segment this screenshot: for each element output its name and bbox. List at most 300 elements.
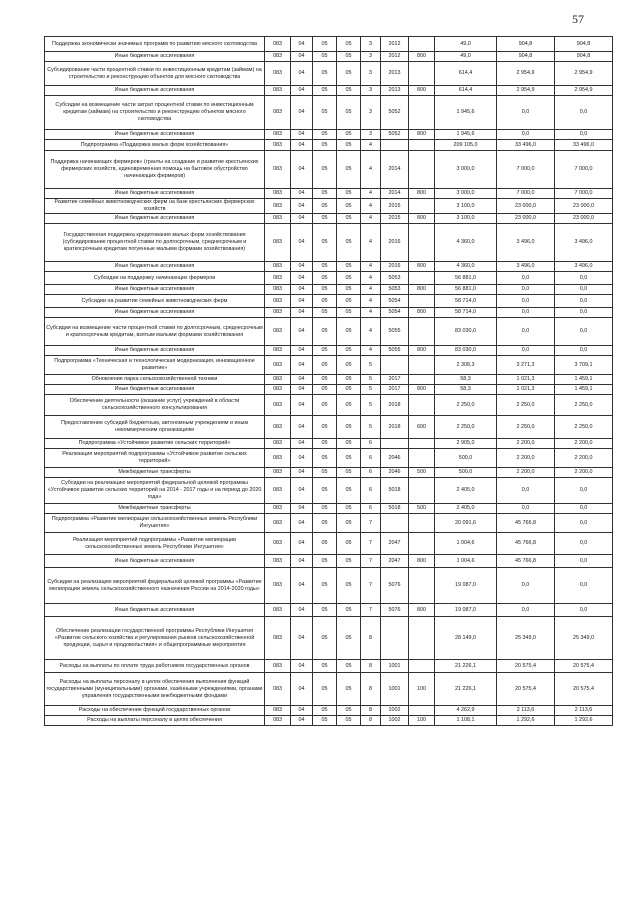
amount-cell: 3 496,0 [555, 262, 613, 272]
code-cell: 05 [313, 555, 337, 568]
code-cell: 04 [291, 439, 313, 449]
code-cell: 100 [409, 673, 435, 706]
code-cell: 083 [265, 416, 291, 439]
code-cell: 04 [291, 86, 313, 96]
code-cell: 05 [337, 199, 361, 214]
code-cell: 04 [291, 62, 313, 86]
code-cell: 4 [361, 285, 381, 295]
amount-cell: 2 905,0 [435, 439, 497, 449]
code-cell: 05 [313, 224, 337, 262]
amount-cell: 25 349,0 [555, 617, 613, 660]
amount-cell: 45 766,8 [497, 555, 555, 568]
amount-cell: 1 021,3 [497, 375, 555, 385]
amount-cell: 7 000,0 [497, 151, 555, 189]
code-cell: 2046 [381, 468, 409, 478]
table-row [45, 555, 613, 568]
code-cell: 05 [313, 140, 337, 151]
amount-cell: 21 226,1 [435, 673, 497, 706]
row-name-cell: Подпрограмма «Техническая и технологическая модернизация, инновационное развитие» [45, 356, 265, 375]
code-cell: 05 [337, 604, 361, 617]
code-cell: 6 [361, 468, 381, 478]
amount-cell: 904,8 [497, 37, 555, 52]
code-cell: 05 [337, 478, 361, 504]
code-cell: 04 [291, 272, 313, 285]
code-cell: 04 [291, 52, 313, 62]
code-cell: 083 [265, 272, 291, 285]
table-row [45, 214, 613, 224]
table-row [45, 478, 613, 504]
code-cell: 1002 [381, 706, 409, 716]
table-row [45, 37, 613, 52]
amount-cell: 614,4 [435, 62, 497, 86]
amount-cell: 1 459,1 [555, 385, 613, 395]
code-cell: 05 [313, 439, 337, 449]
table-row [45, 52, 613, 62]
code-cell: 2013 [381, 86, 409, 96]
code-cell: 4 [361, 272, 381, 285]
row-name-cell: Межбюджетные трансферты [45, 468, 265, 478]
code-cell: 04 [291, 356, 313, 375]
code-cell: 800 [409, 346, 435, 356]
code-cell: 4 [361, 318, 381, 346]
amount-cell: 209 105,0 [435, 140, 497, 151]
table-row [45, 504, 613, 514]
code-cell: 800 [409, 308, 435, 318]
code-cell: 6 [361, 504, 381, 514]
code-cell: 04 [291, 673, 313, 706]
row-name-cell: Субсидирование части процентной ставки по инвестиционным кредитам (займам) на строительство и реконструкцию объектов для мясного скотоводства [45, 62, 265, 86]
amount-cell: 4 360,0 [435, 224, 497, 262]
table-row [45, 514, 613, 533]
table-row [45, 62, 613, 86]
amount-cell: 20 575,4 [497, 660, 555, 673]
code-cell: 04 [291, 375, 313, 385]
row-name-cell: Обеспечение реализации государственной программы Республики Ингушетия «Развитие сельского хозяйства и регулирования рынков сельскохозяйственной продукции, сырья и продовольствия» и общепрограммные мероприятия [45, 617, 265, 660]
amount-cell: 0,0 [555, 96, 613, 130]
code-cell: 05 [337, 130, 361, 140]
code-cell: 04 [291, 224, 313, 262]
code-cell: 7 [361, 514, 381, 533]
row-name-cell: Предоставление субсидий бюджетным, автономным учреждениям и иным некоммерческим организациям [45, 416, 265, 439]
code-cell: 2047 [381, 533, 409, 555]
code-cell: 8 [361, 716, 381, 726]
table-row [45, 660, 613, 673]
amount-cell: 1 004,6 [435, 555, 497, 568]
amount-cell: 19 087,0 [435, 604, 497, 617]
amount-cell: 0,0 [555, 130, 613, 140]
row-name-cell: Иные бюджетные ассигнования [45, 308, 265, 318]
code-cell: 6 [361, 478, 381, 504]
code-cell: 3 [361, 96, 381, 130]
amount-cell: 0,0 [555, 555, 613, 568]
code-cell: 04 [291, 416, 313, 439]
code-cell: 05 [337, 514, 361, 533]
table-row [45, 533, 613, 555]
code-cell: 800 [409, 262, 435, 272]
code-cell [381, 140, 409, 151]
amount-cell: 1 292,6 [497, 716, 555, 726]
amount-cell: 0,0 [497, 604, 555, 617]
table-row [45, 130, 613, 140]
amount-cell: 1 292,6 [555, 716, 613, 726]
amount-cell: 2 113,6 [497, 706, 555, 716]
code-cell: 2047 [381, 555, 409, 568]
code-cell: 083 [265, 439, 291, 449]
code-cell: 05 [337, 224, 361, 262]
code-cell: 05 [337, 504, 361, 514]
code-cell: 05 [337, 262, 361, 272]
code-cell: 500 [409, 468, 435, 478]
row-name-cell: Расходы на выплаты по оплате труда работников государственных органов [45, 660, 265, 673]
code-cell: 05 [313, 308, 337, 318]
table-row [45, 449, 613, 468]
amount-cell: 2 405,0 [435, 478, 497, 504]
code-cell: 05 [313, 346, 337, 356]
code-cell: 05 [313, 285, 337, 295]
row-name-cell: Иные бюджетные ассигнования [45, 285, 265, 295]
code-cell: 05 [313, 318, 337, 346]
row-name-cell: Иные бюджетные ассигнования [45, 214, 265, 224]
code-cell: 083 [265, 568, 291, 604]
code-cell: 05 [313, 604, 337, 617]
budget-table [44, 36, 613, 726]
code-cell: 5 [361, 356, 381, 375]
code-cell: 05 [313, 262, 337, 272]
amount-cell: 500,0 [435, 449, 497, 468]
table-row [45, 262, 613, 272]
table-row [45, 189, 613, 199]
amount-cell: 28 149,0 [435, 617, 497, 660]
amount-cell: 20 091,6 [435, 514, 497, 533]
code-cell: 04 [291, 151, 313, 189]
code-cell: 04 [291, 478, 313, 504]
amount-cell: 0,0 [497, 318, 555, 346]
code-cell: 083 [265, 214, 291, 224]
code-cell: 3 [361, 130, 381, 140]
amount-cell: 0,0 [555, 514, 613, 533]
code-cell: 083 [265, 706, 291, 716]
code-cell: 05 [313, 356, 337, 375]
code-cell: 5 [361, 416, 381, 439]
amount-cell: 0,0 [497, 346, 555, 356]
code-cell: 2015 [381, 199, 409, 214]
code-cell [409, 199, 435, 214]
amount-cell: 0,0 [555, 346, 613, 356]
code-cell: 05 [337, 272, 361, 285]
code-cell: 04 [291, 660, 313, 673]
code-cell: 800 [409, 285, 435, 295]
table-row [45, 318, 613, 346]
amount-cell: 0,0 [555, 318, 613, 346]
code-cell: 04 [291, 533, 313, 555]
amount-cell: 1 021,3 [497, 385, 555, 395]
code-cell: 8 [361, 617, 381, 660]
code-cell: 05 [337, 37, 361, 52]
code-cell: 083 [265, 37, 291, 52]
code-cell [409, 318, 435, 346]
code-cell: 8 [361, 706, 381, 716]
code-cell: 04 [291, 395, 313, 416]
code-cell: 05 [313, 37, 337, 52]
table-row [45, 96, 613, 130]
amount-cell: 3 496,0 [497, 224, 555, 262]
row-name-cell: Иные бюджетные ассигнования [45, 130, 265, 140]
code-cell [381, 514, 409, 533]
code-cell: 04 [291, 617, 313, 660]
amount-cell: 0,0 [555, 478, 613, 504]
code-cell: 083 [265, 468, 291, 478]
amount-cell: 0,0 [497, 272, 555, 285]
amount-cell: 0,0 [497, 308, 555, 318]
amount-cell: 3 100,0 [435, 199, 497, 214]
table-row [45, 285, 613, 295]
amount-cell: 0,0 [555, 272, 613, 285]
code-cell [409, 62, 435, 86]
code-cell: 5076 [381, 568, 409, 604]
code-cell [409, 568, 435, 604]
code-cell [409, 96, 435, 130]
row-name-cell: Поддержка экономически значимых программ по развитию мясного скотоводства [45, 37, 265, 52]
code-cell: 3 [361, 52, 381, 62]
amount-cell: 20 575,4 [497, 673, 555, 706]
code-cell: 04 [291, 346, 313, 356]
code-cell: 05 [313, 673, 337, 706]
code-cell: 04 [291, 130, 313, 140]
amount-cell: 0,0 [497, 568, 555, 604]
table-row [45, 385, 613, 395]
code-cell: 3 [361, 62, 381, 86]
amount-cell: 2 308,3 [435, 356, 497, 375]
code-cell: 05 [337, 346, 361, 356]
amount-cell: 2 200,0 [555, 449, 613, 468]
amount-cell: 0,0 [497, 130, 555, 140]
code-cell: 4 [361, 199, 381, 214]
code-cell [409, 37, 435, 52]
code-cell [409, 533, 435, 555]
code-cell: 05 [313, 478, 337, 504]
table-row [45, 468, 613, 478]
code-cell: 05 [313, 416, 337, 439]
code-cell: 4 [361, 224, 381, 262]
code-cell: 2017 [381, 375, 409, 385]
code-cell: 05 [313, 504, 337, 514]
amount-cell: 23 000,0 [497, 214, 555, 224]
code-cell: 05 [313, 272, 337, 285]
code-cell: 083 [265, 375, 291, 385]
code-cell: 7 [361, 555, 381, 568]
table-row [45, 295, 613, 308]
amount-cell: 1 004,6 [435, 533, 497, 555]
amount-cell: 2 200,0 [497, 468, 555, 478]
code-cell [409, 356, 435, 375]
amount-cell: 0,0 [555, 533, 613, 555]
row-name-cell: Расходы на выплаты персоналу в целях обеспечения [45, 716, 265, 726]
row-name-cell: Субсидии на возмещение части затрат процентной ставки по инвестиционным кредитам (займам) на строительство и реконструкцию объектов мясного скотоводства [45, 96, 265, 130]
code-cell: 05 [313, 514, 337, 533]
amount-cell: 3 000,0 [435, 151, 497, 189]
code-cell: 05 [313, 716, 337, 726]
code-cell: 05 [313, 533, 337, 555]
code-cell: 6 [361, 449, 381, 468]
amount-cell: 2 200,0 [555, 439, 613, 449]
amount-cell: 2 250,0 [555, 395, 613, 416]
code-cell: 083 [265, 604, 291, 617]
code-cell: 2016 [381, 262, 409, 272]
amount-cell: 3 496,0 [497, 262, 555, 272]
code-cell: 05 [337, 62, 361, 86]
amount-cell: 4 262,9 [435, 706, 497, 716]
row-name-cell: Поддержка начинающих фермеров» (гранты на создание и развитие крестьянских фермерских хозяйств, единовременная помощь на бытовое обустройство начинающих фермеров) [45, 151, 265, 189]
amount-cell: 20 575,4 [555, 660, 613, 673]
code-cell: 083 [265, 395, 291, 416]
code-cell: 05 [337, 439, 361, 449]
code-cell: 800 [409, 214, 435, 224]
code-cell [409, 151, 435, 189]
code-cell: 05 [313, 214, 337, 224]
row-name-cell: Обеспечение деятельности (оказание услуг) учреждений в области сельскохозяйственного консультирования [45, 395, 265, 416]
code-cell: 4 [361, 295, 381, 308]
code-cell: 4 [361, 189, 381, 199]
amount-cell: 614,4 [435, 86, 497, 96]
code-cell: 7 [361, 568, 381, 604]
row-name-cell: Иные бюджетные ассигнования [45, 189, 265, 199]
amount-cell: 2 250,0 [497, 395, 555, 416]
code-cell: 083 [265, 673, 291, 706]
code-cell: 04 [291, 140, 313, 151]
amount-cell: 21 226,1 [435, 660, 497, 673]
code-cell: 2015 [381, 214, 409, 224]
row-name-cell: Иные бюджетные ассигнования [45, 555, 265, 568]
row-name-cell: Иные бюджетные ассигнования [45, 262, 265, 272]
row-name-cell: Развитие семейных животноводческих ферм на базе крестьянских фермерских хозяйств [45, 199, 265, 214]
code-cell [409, 706, 435, 716]
code-cell: 05 [337, 86, 361, 96]
code-cell: 04 [291, 295, 313, 308]
code-cell [409, 660, 435, 673]
amount-cell: 58,3 [435, 375, 497, 385]
code-cell [409, 224, 435, 262]
amount-cell: 2 200,0 [497, 449, 555, 468]
table-row [45, 395, 613, 416]
table-row [45, 604, 613, 617]
code-cell: 5054 [381, 308, 409, 318]
code-cell: 05 [337, 449, 361, 468]
code-cell: 083 [265, 224, 291, 262]
code-cell: 2018 [381, 416, 409, 439]
code-cell [409, 478, 435, 504]
code-cell: 800 [409, 189, 435, 199]
code-cell: 04 [291, 385, 313, 395]
code-cell: 04 [291, 514, 313, 533]
code-cell: 5055 [381, 318, 409, 346]
amount-cell: 0,0 [497, 285, 555, 295]
amount-cell: 904,8 [555, 52, 613, 62]
code-cell: 2018 [381, 395, 409, 416]
code-cell: 5 [361, 375, 381, 385]
code-cell: 2012 [381, 52, 409, 62]
amount-cell: 2 250,0 [435, 395, 497, 416]
code-cell: 05 [337, 151, 361, 189]
table-row [45, 346, 613, 356]
code-cell: 05 [337, 416, 361, 439]
code-cell [409, 617, 435, 660]
table-row [45, 673, 613, 706]
amount-cell: 2 954,9 [555, 86, 613, 96]
code-cell: 05 [337, 568, 361, 604]
amount-cell: 25 349,0 [497, 617, 555, 660]
amount-cell: 1 945,6 [435, 96, 497, 130]
code-cell: 05 [313, 395, 337, 416]
code-cell: 800 [409, 52, 435, 62]
code-cell: 05 [337, 555, 361, 568]
code-cell: 04 [291, 199, 313, 214]
code-cell: 05 [337, 385, 361, 395]
row-name-cell: Иные бюджетные ассигнования [45, 86, 265, 96]
table-row [45, 356, 613, 375]
code-cell: 04 [291, 555, 313, 568]
amount-cell: 0,0 [555, 295, 613, 308]
code-cell: 2013 [381, 62, 409, 86]
table-row [45, 199, 613, 214]
code-cell: 083 [265, 199, 291, 214]
amount-cell: 500,0 [435, 468, 497, 478]
code-cell: 7 [361, 533, 381, 555]
code-cell: 083 [265, 262, 291, 272]
table-row [45, 272, 613, 285]
code-cell: 083 [265, 385, 291, 395]
code-cell: 5076 [381, 604, 409, 617]
code-cell: 05 [337, 660, 361, 673]
code-cell: 05 [337, 673, 361, 706]
code-cell: 05 [337, 716, 361, 726]
amount-cell: 58 714,0 [435, 308, 497, 318]
code-cell: 05 [313, 52, 337, 62]
amount-cell: 0,0 [497, 295, 555, 308]
code-cell: 05 [337, 468, 361, 478]
code-cell [409, 272, 435, 285]
code-cell: 05 [313, 96, 337, 130]
code-cell: 04 [291, 716, 313, 726]
amount-cell: 0,0 [555, 308, 613, 318]
amount-cell: 3 100,0 [435, 214, 497, 224]
code-cell: 4 [361, 214, 381, 224]
row-name-cell: Подпрограмма «Устойчивое развитие сельских территорий» [45, 439, 265, 449]
table-row [45, 716, 613, 726]
code-cell: 05 [313, 568, 337, 604]
amount-cell: 19 087,0 [435, 568, 497, 604]
code-cell: 4 [361, 346, 381, 356]
amount-cell: 3 709,1 [555, 356, 613, 375]
code-cell: 083 [265, 151, 291, 189]
amount-cell: 0,0 [555, 568, 613, 604]
code-cell [381, 356, 409, 375]
code-cell: 05 [313, 199, 337, 214]
code-cell: 05 [337, 533, 361, 555]
row-name-cell: Субсидии на возмещение части процентной ставки по долгосрочным, среднесрочным и краткосрочным кредитам, взятым малыми формами хозяйствования [45, 318, 265, 346]
code-cell: 800 [409, 130, 435, 140]
code-cell: 083 [265, 130, 291, 140]
row-name-cell: Государственная поддержка кредитования малых форм хозяйствования (субсидирование процентной ставки по долгосрочным, среднесрочным и краткосрочным кредитам погуенные малыми формами хозяйствования) [45, 224, 265, 262]
row-name-cell: Иные бюджетные ассигнования [45, 604, 265, 617]
code-cell [409, 295, 435, 308]
amount-cell: 58,3 [435, 385, 497, 395]
amount-cell: 49,0 [435, 37, 497, 52]
code-cell: 05 [337, 318, 361, 346]
table-row [45, 416, 613, 439]
code-cell: 05 [313, 295, 337, 308]
code-cell: 083 [265, 308, 291, 318]
code-cell: 083 [265, 617, 291, 660]
